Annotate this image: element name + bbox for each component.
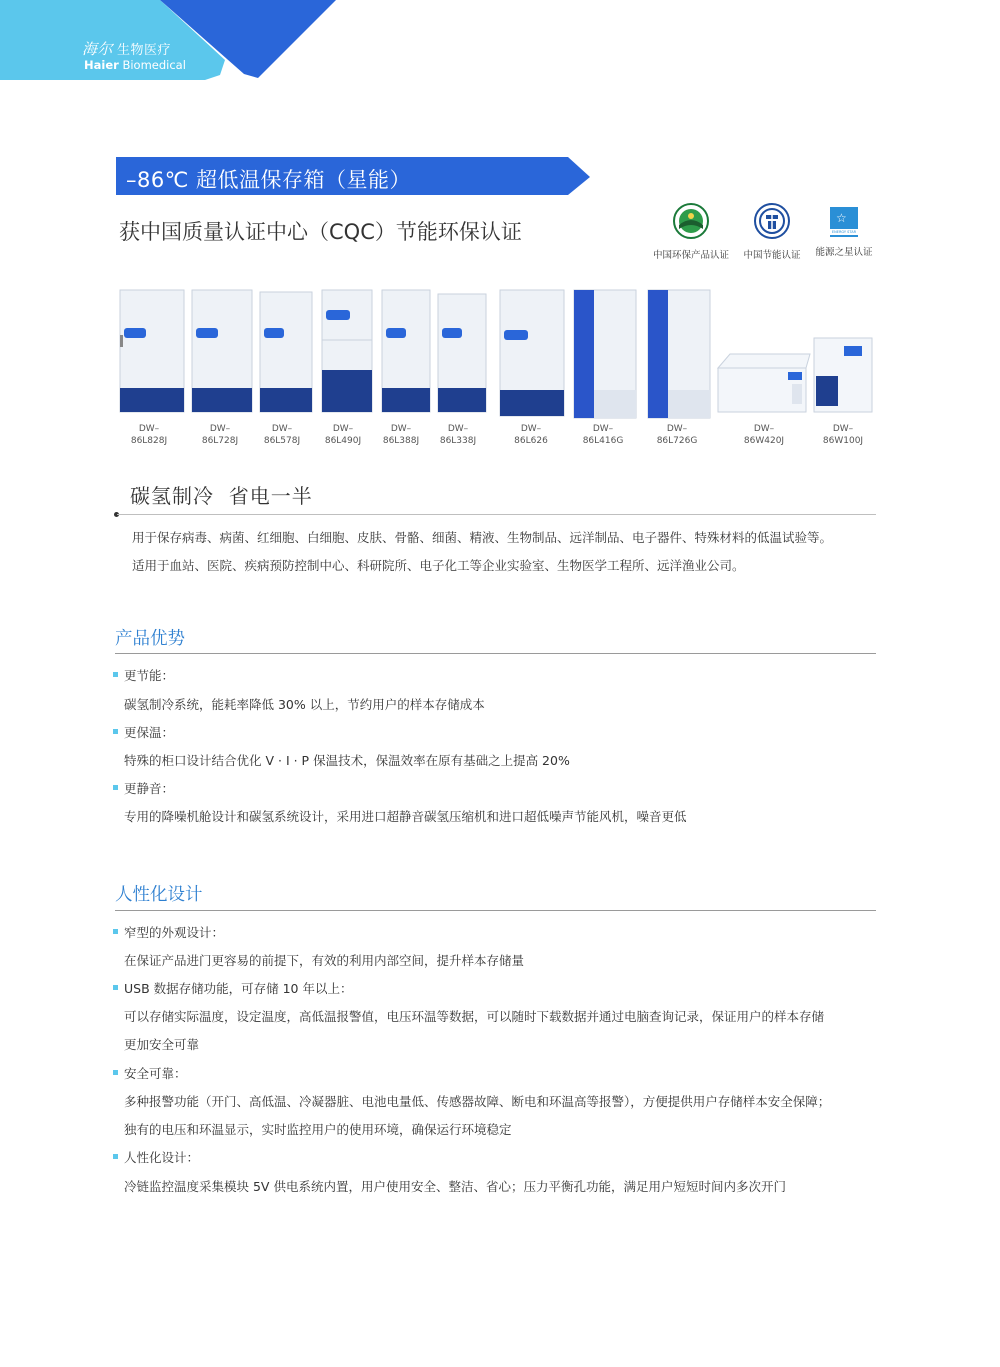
item-heading: 窄型的外观设计： bbox=[124, 925, 225, 940]
freezer-86l490j-image bbox=[322, 290, 372, 412]
model-prefix: DW– bbox=[832, 424, 854, 434]
intro-line: 适用于血站、医院、疾病预防控制中心、科研院所、电子化工等企业实验室、生物医学工程所、远洋渔业公司。 bbox=[132, 558, 745, 573]
bullet-icon bbox=[113, 1070, 118, 1075]
bullet-icon bbox=[113, 729, 118, 734]
environmental-label-icon bbox=[673, 203, 709, 239]
item-heading: 更保温： bbox=[124, 725, 175, 740]
freezer-86l828j-image bbox=[120, 290, 184, 412]
bullet-icon bbox=[113, 1154, 118, 1159]
model-prefix: DW– bbox=[209, 424, 231, 434]
section-divider bbox=[115, 910, 876, 911]
item-text: 冷链监控温度采集模块 5V 供电系统内置，用户使用安全、整洁、省心；压力平衡孔功能，满足用户短短时间内多次开门 bbox=[124, 1179, 786, 1194]
brand-name-cn bbox=[82, 38, 171, 59]
intro-line: 用于保存病毒、病菌、红细胞、白细胞、皮肤、骨骼、细菌、精液、生物制品、远洋制品、电子器件、特殊材料的低温试验等。 bbox=[132, 530, 833, 545]
energy-star-logo-text: ENERGY STAR bbox=[831, 230, 857, 234]
item-heading: 人性化设计： bbox=[124, 1150, 200, 1165]
item-heading: USB 数据存储功能，可存储 10 年以上： bbox=[124, 981, 353, 996]
freezer-86l388j-image bbox=[382, 290, 430, 412]
brand-cn-text: 生物医疗 bbox=[117, 43, 172, 58]
freezer-86l416g-image bbox=[574, 290, 636, 418]
freezer-86l728j-image bbox=[192, 290, 252, 412]
model-label bbox=[573, 423, 633, 447]
model-label bbox=[647, 423, 707, 447]
model-label bbox=[313, 423, 373, 447]
product-lineup bbox=[110, 280, 880, 422]
model-number: 86L828J bbox=[130, 436, 168, 446]
slogan-divider bbox=[117, 514, 876, 515]
brand-en-text: Biomedical bbox=[118, 58, 186, 72]
item-heading: 更节能： bbox=[124, 668, 175, 683]
slogan: 碳氢制冷 省电一半 bbox=[130, 484, 313, 508]
brand-header-shapes bbox=[0, 0, 360, 90]
model-prefix: DW– bbox=[592, 424, 614, 434]
item-text: 多种报警功能（开门、高低温、冷凝器脏、电池电量低、传感器故障、断电和环温高等报警），方便提供用户存储样本安全保障； bbox=[124, 1094, 831, 1109]
model-number: 86L490J bbox=[324, 436, 362, 446]
model-label bbox=[371, 423, 431, 447]
freezer-86l626-image bbox=[500, 290, 564, 416]
freezer-86l726g-image bbox=[648, 290, 710, 418]
brand-script: 海尔 bbox=[82, 40, 114, 58]
brand-en-bold: Haier bbox=[84, 58, 119, 72]
item-text: 特殊的柜口设计结合优化 V · I · P 保温技术，保温效率在原有基础之上提高 20% bbox=[124, 753, 570, 768]
bullet-icon bbox=[113, 785, 118, 790]
bullet-icon bbox=[113, 929, 118, 934]
cert-energy-star-label: 能源之星认证 bbox=[815, 247, 873, 258]
energy-star-icon: ENERGY STAR ☆ bbox=[830, 207, 858, 237]
freezer-86w100j-image bbox=[814, 338, 872, 412]
model-prefix: DW– bbox=[753, 424, 775, 434]
item-text: 专用的降噪机舱设计和碳氢系统设计，采用进口超静音碳氢压缩机和进口超低噪声节能风机，噪音更低 bbox=[124, 809, 687, 824]
model-label bbox=[119, 423, 179, 447]
item-text: 碳氢制冷系统，能耗率降低 30% 以上，节约用户的样本存储成本 bbox=[124, 697, 485, 712]
freezer-86w420j-image bbox=[718, 354, 810, 412]
model-number: 86L578J bbox=[263, 436, 301, 446]
cert-energy-saving-label: 中国节能认证 bbox=[743, 250, 801, 261]
item-text: 更加安全可靠 bbox=[124, 1037, 200, 1052]
freezer-86l338j-image bbox=[438, 294, 486, 412]
section-title-advantages: 产品优势 bbox=[115, 629, 185, 649]
model-prefix: DW– bbox=[447, 424, 469, 434]
section-title-design: 人性化设计 bbox=[115, 885, 203, 905]
model-prefix: DW– bbox=[138, 424, 160, 434]
model-label bbox=[813, 423, 873, 447]
model-number: 86W100J bbox=[822, 436, 864, 446]
model-number: 86L728J bbox=[201, 436, 239, 446]
item-text: 可以存储实际温度，设定温度，高低温报警值，电压环温等数据，可以随时下载数据并通过电脑查询记录，保证用户的样本存储 bbox=[124, 1009, 825, 1024]
item-text: 独有的电压和环温显示，实时监控用户的使用环境，确保运行环境稳定 bbox=[124, 1122, 512, 1137]
model-prefix: DW– bbox=[666, 424, 688, 434]
model-number: 86L626 bbox=[514, 436, 548, 446]
model-number: 86L726G bbox=[656, 436, 698, 446]
model-label bbox=[190, 423, 250, 447]
subtitle: 获中国质量认证中心（CQC）节能环保认证 bbox=[119, 220, 522, 244]
model-prefix: DW– bbox=[390, 424, 412, 434]
model-prefix: DW– bbox=[332, 424, 354, 434]
item-text: 在保证产品进门更容易的前提下，有效的利用内部空间，提升样本存储量 bbox=[124, 953, 525, 968]
cert-environmental bbox=[650, 203, 732, 261]
bullet-icon bbox=[113, 985, 118, 990]
item-heading: 安全可靠： bbox=[124, 1066, 187, 1081]
model-label bbox=[501, 423, 561, 447]
model-label bbox=[252, 423, 312, 447]
model-number: 86L416G bbox=[582, 436, 624, 446]
freezer-86l578j-image bbox=[260, 292, 312, 412]
model-number: 86L388J bbox=[382, 436, 420, 446]
model-label bbox=[734, 423, 794, 447]
model-number: 86W420J bbox=[743, 436, 785, 446]
brand-name-en bbox=[84, 58, 186, 72]
cert-energy-star bbox=[812, 203, 876, 258]
section-divider bbox=[115, 653, 876, 654]
bullet-icon bbox=[113, 672, 118, 677]
cert-environmental-label: 中国环保产品认证 bbox=[652, 250, 729, 261]
model-prefix: DW– bbox=[520, 424, 542, 434]
banner-title: –86℃ 超低温保存箱（星能） bbox=[126, 168, 411, 192]
energy-saving-label-icon bbox=[754, 203, 790, 239]
cert-energy-saving bbox=[740, 203, 804, 261]
item-heading: 更静音： bbox=[124, 781, 175, 796]
model-prefix: DW– bbox=[271, 424, 293, 434]
model-label bbox=[428, 423, 488, 447]
model-number: 86L338J bbox=[439, 436, 477, 446]
